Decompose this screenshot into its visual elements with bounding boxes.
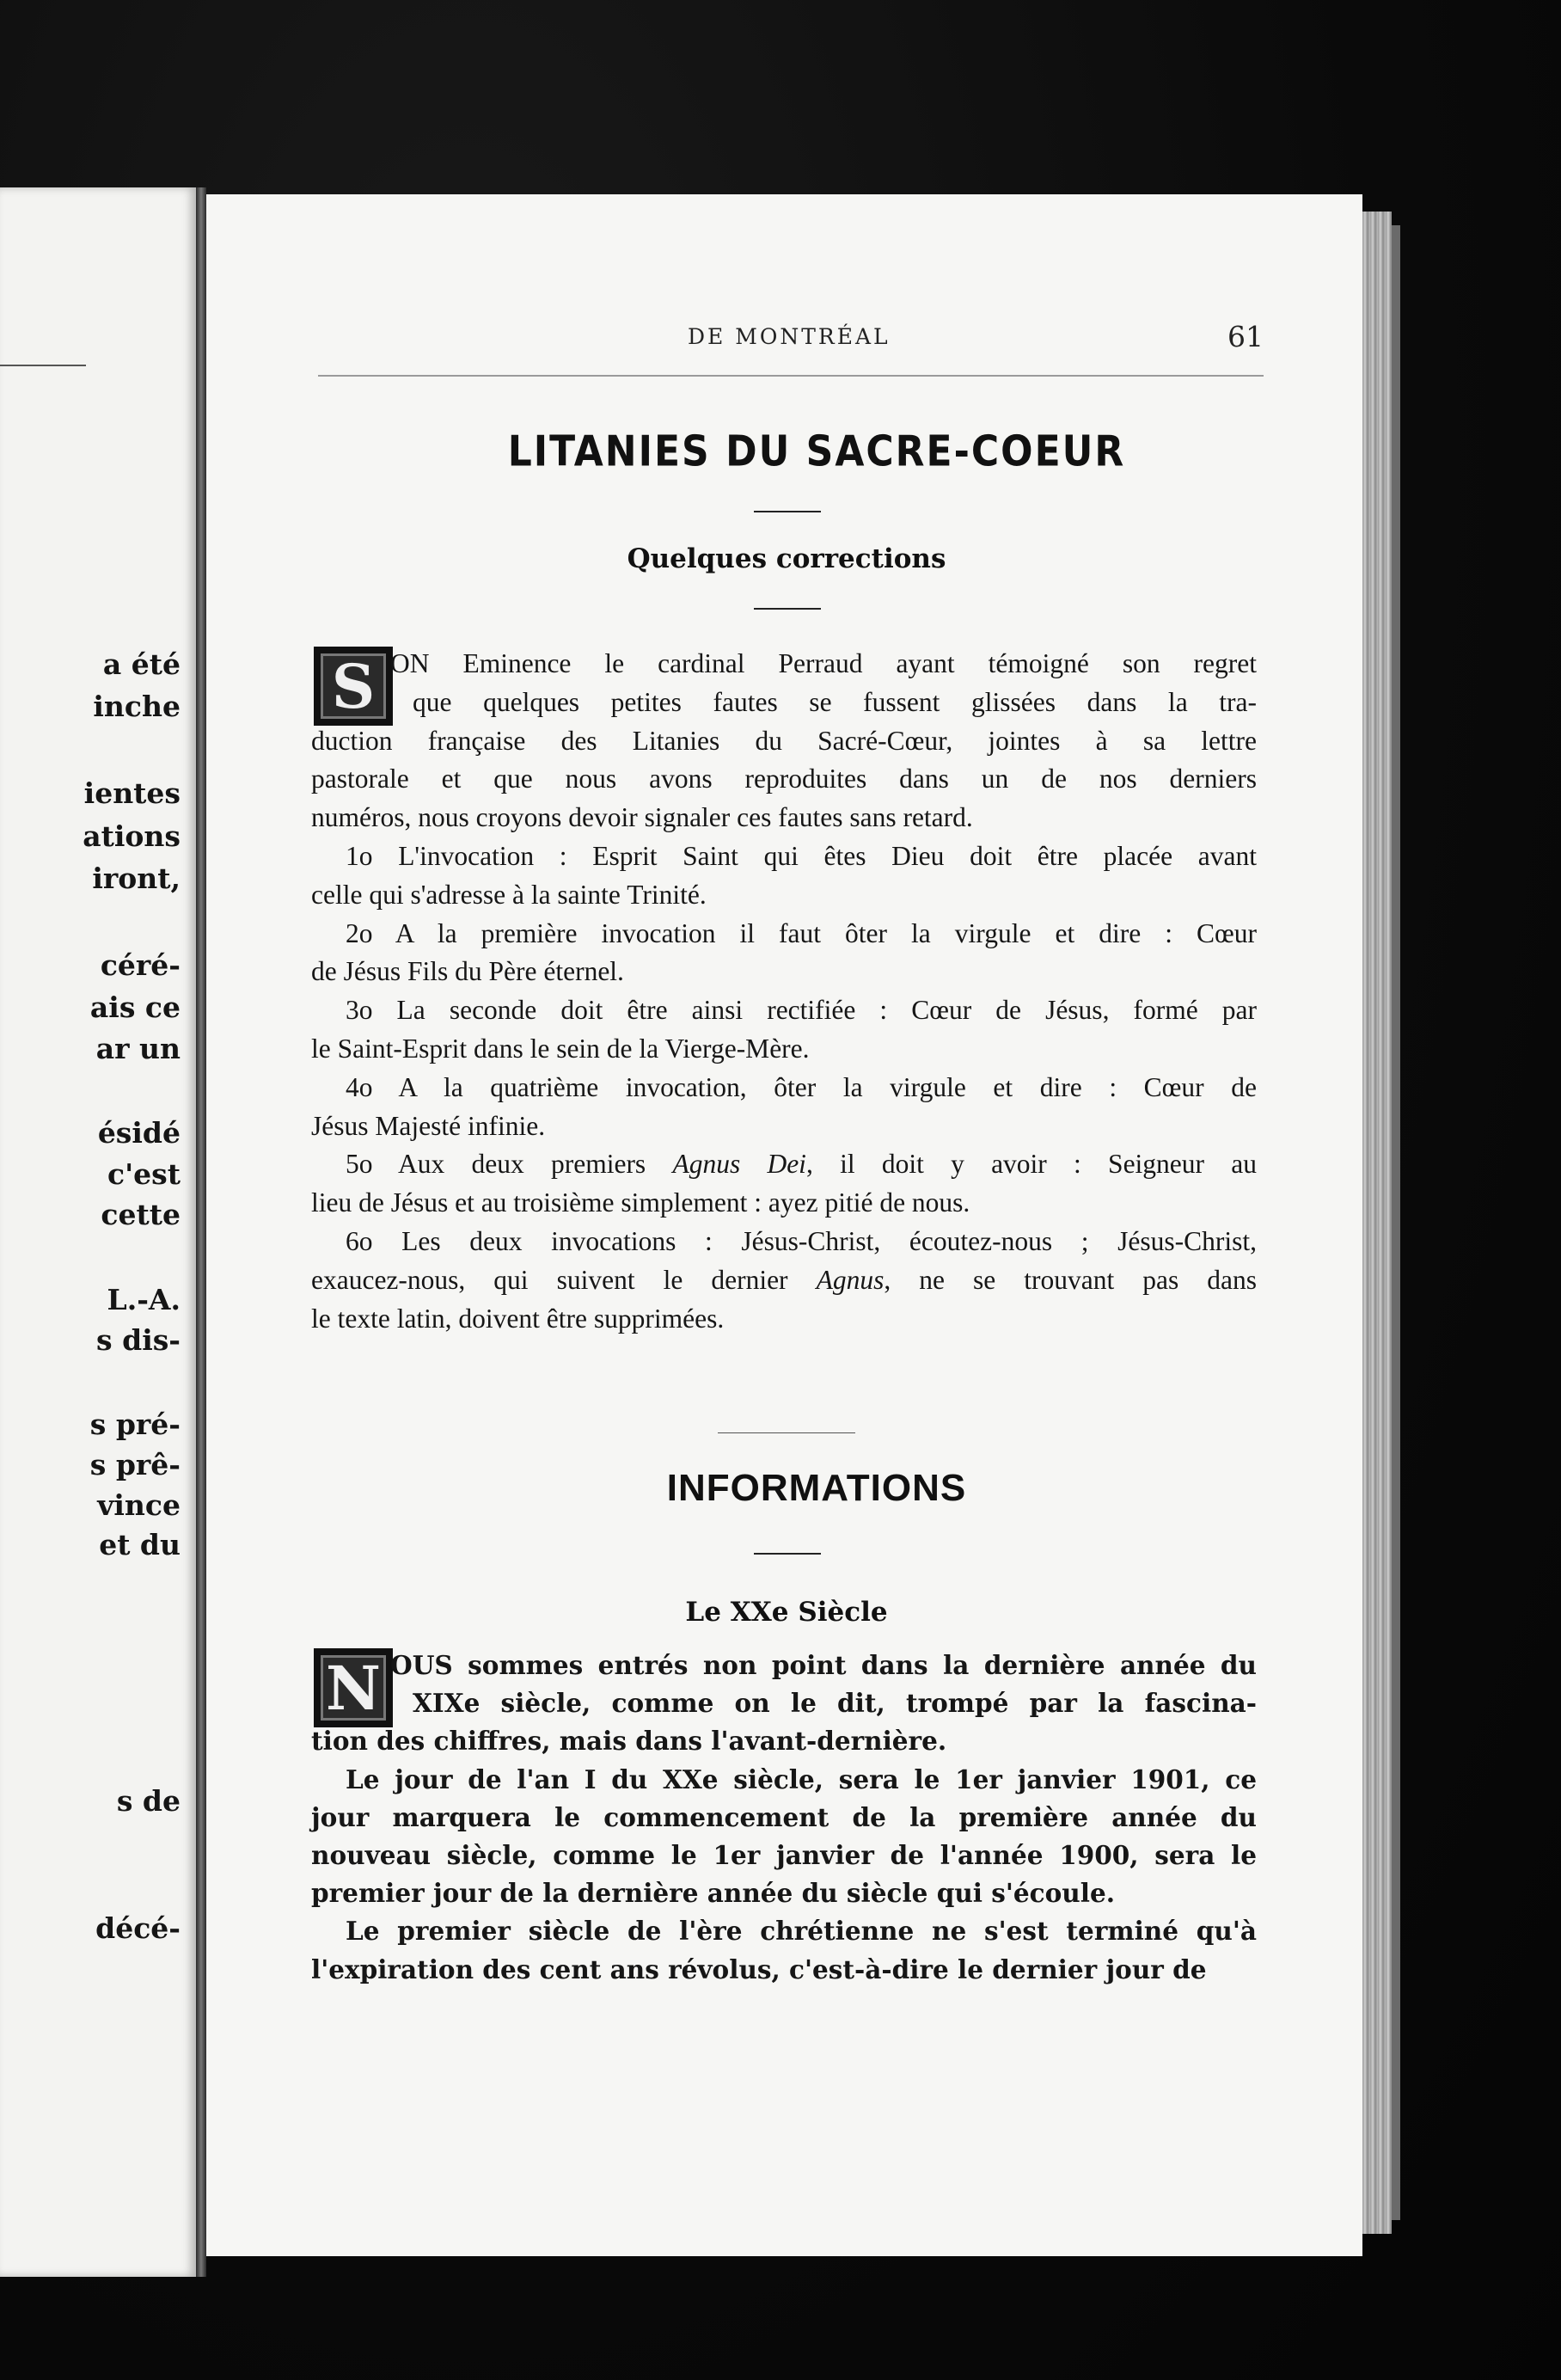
text-line: pastorale et que nous avons reproduites dans un de nos derniers [311, 764, 1257, 794]
page-edges [1362, 212, 1392, 2234]
text-line: OUS sommes entrés non point dans la dernière année du [390, 1650, 1257, 1680]
facing-page-line: s pré- [89, 1408, 181, 1441]
text-line: Le jour de l'an I du XXe siècle, sera le 1er janvier 1901, ce [346, 1764, 1257, 1794]
facing-page-line: L.-A. [107, 1283, 181, 1316]
facing-page-line: s de [116, 1784, 181, 1818]
text-line: 1o L'invocation : Esprit Saint qui êtes Dieu doit être placée avant [346, 841, 1257, 871]
facing-page-line: ations [83, 819, 181, 853]
facing-page-line: cette [101, 1198, 181, 1231]
text-line: 6o Les deux invocations : Jésus-Christ, écoutez-nous ; Jésus-Christ, [346, 1226, 1257, 1256]
facing-page-line: et du [99, 1528, 181, 1561]
facing-page-rule [0, 365, 86, 366]
paragraph [311, 645, 1257, 837]
text-line: duction française des Litanies du Sacré-Cœur, jointes à sa lettre [311, 725, 1257, 756]
text-line: ON Eminence le cardinal Perraud ayant témoigné son regret [390, 648, 1257, 678]
paragraph [311, 837, 1257, 915]
text-line: que quelques petites fautes se fussent glissées dans la tra- [413, 686, 1257, 717]
facing-page-line: ais ce [89, 991, 181, 1024]
text-line: Le premier siècle de l'ère chrétienne ne s'est terminé qu'à [346, 1916, 1257, 1947]
facing-page-line: ientes [83, 776, 181, 810]
text-line: l'expiration des cent ans révolus, c'est-à-dire le dernier jour de [311, 1954, 1207, 1984]
text-line: XIXe siècle, comme on le dit, trompé par la fascina- [413, 1688, 1257, 1719]
facing-page-line: vince [97, 1488, 181, 1522]
running-head: DE MONTRÉAL [688, 324, 891, 349]
paragraph [311, 1069, 1257, 1146]
page-number: 61 [1227, 320, 1264, 353]
facing-page-fragment [0, 187, 196, 2277]
binding-gutter [196, 187, 206, 2277]
header-rule [318, 375, 1264, 377]
text-line: nouveau siècle, comme le 1er janvier de l'année 1900, sera le [311, 1840, 1257, 1870]
facing-page-line: inche [93, 690, 181, 723]
facing-page-line: s prê- [89, 1448, 181, 1481]
facing-page-line: c'est [107, 1157, 181, 1191]
text-line: 2o A la première invocation il faut ôter la virgule et dire : Cœur [346, 917, 1257, 948]
text-line: premier jour de la dernière année du siècle qui s'écoule. [311, 1878, 1115, 1909]
facing-page-line: ar un [95, 1032, 181, 1065]
facing-page-line: iront, [92, 862, 181, 895]
text-line: 3o La seconde doit être ainsi rectifiée : Cœur de Jésus, formé par [346, 995, 1257, 1026]
text-line: 4o A la quatrième invocation, ôter la virgule et dire : Cœur de [346, 1071, 1257, 1102]
text-line: numéros, nous croyons devoir signaler ces fautes sans retard. [311, 802, 973, 833]
paragraph [311, 1912, 1257, 1988]
text-line: de Jésus Fils du Père éternel. [311, 956, 624, 987]
article-subtitle: Quelques corrections [627, 543, 946, 574]
facing-page-line: céré- [100, 948, 181, 982]
subtitle-rule [754, 608, 821, 610]
facing-page-line: ésidé [97, 1116, 181, 1150]
facing-page-line: s dis- [96, 1323, 181, 1357]
paragraph [311, 1761, 1257, 1913]
text-line: 5o Aux deux premiers Agnus Dei, il doit y avoir : Seigneur au [346, 1149, 1257, 1180]
text-line: tion des chiffres, mais dans l'avant-dernière. [311, 1726, 947, 1757]
dropcap-s: S [314, 647, 393, 726]
text-line: le Saint-Esprit dans le sein de la Vierge-Mère. [311, 1033, 810, 1064]
paragraph [311, 991, 1257, 1069]
facing-page-line: a été [102, 647, 181, 681]
text-line: celle qui s'adresse à la sainte Trinité. [311, 879, 707, 910]
paragraph [311, 1145, 1257, 1223]
dropcap-n: N [314, 1648, 393, 1727]
text-line: jour marquera le commencement de la première année du [311, 1801, 1257, 1832]
section-title: INFORMATIONS [666, 1467, 967, 1509]
paragraph [311, 1223, 1257, 1338]
article-title: LITANIES DU SACRE-COEUR [507, 426, 1126, 477]
text-line: le texte latin, doivent être supprimées. [311, 1303, 725, 1334]
title-rule [754, 511, 821, 512]
text-line: exaucez-nous, qui suivent le dernier Agnus, ne se trouvant pas dans [311, 1264, 1257, 1295]
section-separator [718, 1432, 855, 1433]
text-line: Jésus Majesté infinie. [311, 1110, 546, 1141]
text-line: lieu de Jésus et au troisième simplement : ayez pitié de nous. [311, 1187, 970, 1218]
paragraph [311, 1647, 1257, 1761]
page-edge-shadow [1392, 225, 1400, 2220]
paragraph [311, 915, 1257, 992]
facing-page-line: décé- [95, 1911, 181, 1945]
section-rule [754, 1553, 821, 1555]
article2-subtitle: Le XXe Siècle [685, 1597, 888, 1628]
